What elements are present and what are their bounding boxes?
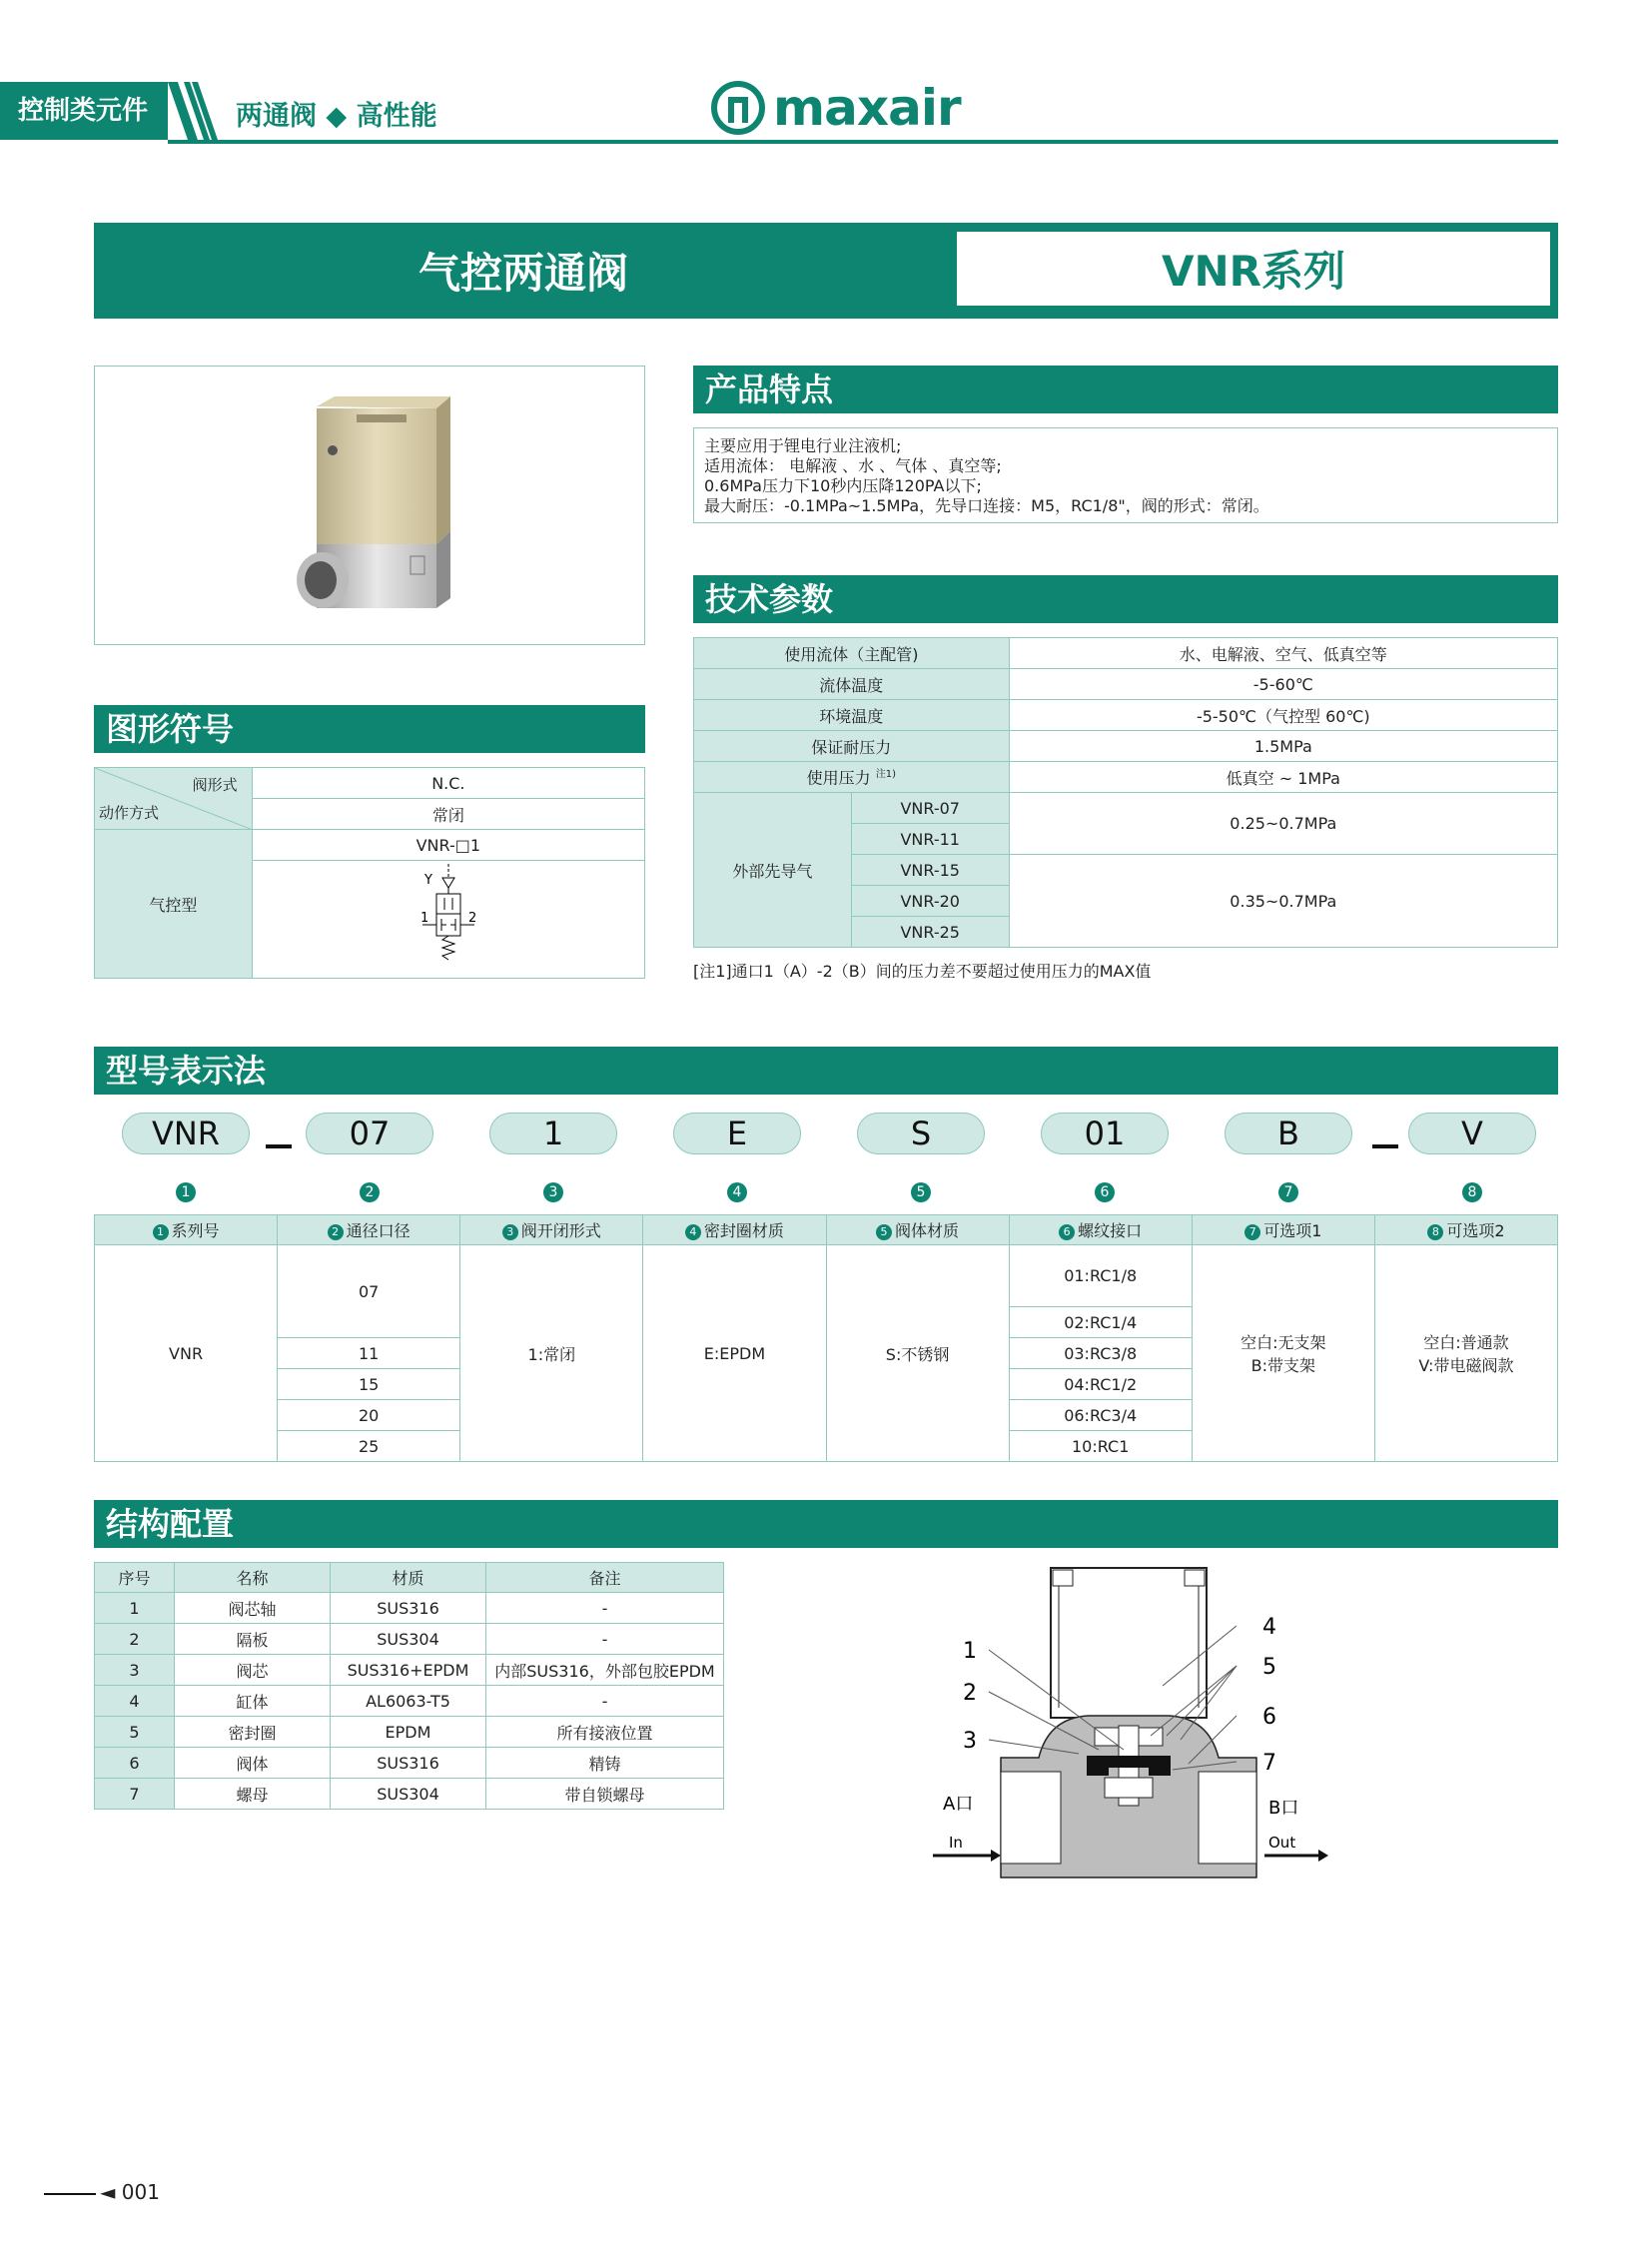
- table-cell: SUS304: [331, 1779, 486, 1810]
- separator-dash: [266, 1144, 292, 1148]
- spec-value: -5-50℃（气控型 60℃): [1009, 700, 1557, 731]
- bore-cell: 11: [278, 1338, 460, 1369]
- svg-text:1: 1: [963, 1639, 977, 1664]
- table-cell: 5: [95, 1717, 175, 1748]
- table-cell: 所有接液位置: [486, 1717, 724, 1748]
- thread-cell: 10:RC1: [1009, 1431, 1192, 1462]
- bore-cell: 15: [278, 1369, 460, 1400]
- model-code-header-row: [95, 1215, 1558, 1245]
- code-column-label: 系列号: [171, 1221, 220, 1240]
- table-cell: 2: [95, 1624, 175, 1655]
- spec-label: 使用压力 $^{注1)}$: [694, 762, 1010, 793]
- model-code-number: 8: [1462, 1182, 1482, 1202]
- feature-line: 最大耐压：-0.1MPa~1.5MPa，先导口连接：M5，RC1/8"，阀的形式：常闭。: [704, 496, 1269, 515]
- spec-label: 流体温度: [694, 669, 1010, 700]
- code-column-label: 可选项2: [1446, 1221, 1505, 1240]
- table-cell: 密封圈: [175, 1717, 331, 1748]
- svg-text:4: 4: [1262, 1615, 1276, 1640]
- breadcrumb: 两通阀 ◆ 高性能: [236, 101, 437, 132]
- category-tab: 控制类元件: [0, 82, 168, 140]
- model-code-part: V: [1408, 1113, 1536, 1154]
- table-cell: SUS316: [331, 1593, 486, 1624]
- model-code-number: 2: [360, 1182, 380, 1202]
- code-column-label: 螺纹接口: [1078, 1221, 1143, 1240]
- code-column-number: 8: [1427, 1224, 1443, 1240]
- feature-line: 适用流体： 电解液 、水 、气体 、真空等;: [704, 456, 1002, 475]
- valve-symbol-cell: [252, 861, 644, 979]
- svg-text:A口: A口: [943, 1794, 974, 1815]
- option2-cell: 空白:普通款 V:带电磁阀款: [1374, 1245, 1557, 1462]
- table-row: [95, 1717, 724, 1748]
- table-cell: SUS304: [331, 1624, 486, 1655]
- air-type-cell: 气控型: [95, 830, 253, 979]
- spec-value: 水、电解液、空气、低真空等: [1009, 638, 1557, 669]
- svg-text:3: 3: [963, 1729, 977, 1754]
- thread-cell: 06:RC3/4: [1009, 1400, 1192, 1431]
- code-column-label: 可选项1: [1263, 1221, 1322, 1240]
- separator-dash: [1372, 1144, 1398, 1148]
- model-code-heading: 型号表示法: [94, 1047, 1558, 1095]
- spec-value: 低真空 ~ 1MPa: [1009, 762, 1557, 793]
- code-column-header: [95, 1215, 278, 1245]
- model-cell: VNR-□1: [252, 830, 644, 861]
- valve-symbol-icon: [409, 862, 488, 974]
- body-cell: S:不锈钢: [826, 1245, 1009, 1462]
- code-column-label: 通径口径: [346, 1221, 411, 1240]
- col-header: 材质: [331, 1563, 486, 1593]
- symbol-heading: 图形符号: [94, 705, 645, 753]
- model-code-part: B: [1225, 1113, 1352, 1154]
- spec-value: -5-60℃: [1009, 669, 1557, 700]
- thread-cell: 03:RC3/8: [1009, 1338, 1192, 1369]
- model-code-number: 5: [911, 1182, 931, 1202]
- bore-cell: 25: [278, 1431, 460, 1462]
- table-cell: 阀体: [175, 1748, 331, 1779]
- table-cell: 带自锁螺母: [486, 1779, 724, 1810]
- col-header: 序号: [95, 1563, 175, 1593]
- open-close-cell: 1:常闭: [460, 1245, 643, 1462]
- model-cell: VNR-20: [851, 886, 1009, 917]
- table-row: [95, 1686, 724, 1717]
- bore-cell: 20: [278, 1400, 460, 1431]
- features-heading: 产品特点: [693, 366, 1558, 413]
- thread-cell: 04:RC1/2: [1009, 1369, 1192, 1400]
- col-header: 备注: [486, 1563, 724, 1593]
- series-cell: VNR: [95, 1245, 278, 1462]
- code-column-label: 密封圈材质: [703, 1221, 784, 1240]
- tech-table: [693, 637, 1558, 948]
- pilot-label: 外部先导气: [694, 793, 852, 948]
- symbol-table: [94, 767, 645, 979]
- model-code-part: E: [673, 1113, 801, 1154]
- code-column-header: [1374, 1215, 1557, 1245]
- table-cell: 1: [95, 1593, 175, 1624]
- table-cell: -: [486, 1686, 724, 1717]
- action-label: 动作方式: [99, 804, 160, 822]
- svg-text:Out: Out: [1268, 1834, 1296, 1852]
- valve-type-label: 阀形式: [192, 776, 238, 794]
- code-column-header: [826, 1215, 1009, 1245]
- code-column-label: 阀开闭形式: [520, 1221, 601, 1240]
- table-cell: 阀芯: [175, 1655, 331, 1686]
- table-cell: 3: [95, 1655, 175, 1686]
- code-column-header: [1009, 1215, 1192, 1245]
- model-code-number: 6: [1095, 1182, 1115, 1202]
- table-cell: 6: [95, 1748, 175, 1779]
- structure-heading: 结构配置: [94, 1500, 1558, 1548]
- spec-label: 环境温度: [694, 700, 1010, 731]
- brand-logo: [711, 78, 961, 138]
- model-code-number: 1: [176, 1182, 196, 1202]
- table-row: [95, 1655, 724, 1686]
- svg-text:2: 2: [467, 910, 477, 926]
- spec-label: 保证耐压力: [694, 731, 1010, 762]
- corner-cell: [95, 768, 253, 830]
- table-cell: 阀芯轴: [175, 1593, 331, 1624]
- model-code-part: 01: [1041, 1113, 1169, 1154]
- table-row: [95, 1748, 724, 1779]
- seal-cell: E:EPDM: [643, 1245, 826, 1462]
- tech-heading: 技术参数: [693, 575, 1558, 623]
- model-code-table: [94, 1214, 1558, 1462]
- spec-label: 使用流体（主配管): [694, 638, 1010, 669]
- model-cell: VNR-11: [851, 824, 1009, 855]
- page-number: ◄ 001: [100, 2180, 160, 2204]
- svg-text:5: 5: [1262, 1655, 1276, 1680]
- code-column-header: [1192, 1215, 1374, 1245]
- page-title: 气控两通阀: [417, 249, 628, 298]
- svg-text:In: In: [949, 1834, 963, 1852]
- table-cell: 精铸: [486, 1748, 724, 1779]
- product-image-box: [94, 366, 645, 645]
- feature-line: 0.6MPa压力下10秒内压降120PA以下;: [704, 476, 982, 495]
- table-row: [95, 1593, 724, 1624]
- thread-cell: 02:RC1/4: [1009, 1307, 1192, 1338]
- model-code-number: 4: [727, 1182, 747, 1202]
- model-code-part: 07: [306, 1113, 433, 1154]
- nc-cell: N.C.: [252, 768, 644, 799]
- spec-value: 1.5MPa: [1009, 731, 1557, 762]
- table-cell: 螺母: [175, 1779, 331, 1810]
- feature-line: 主要应用于锂电行业注液机;: [704, 436, 902, 455]
- code-column-header: [278, 1215, 460, 1245]
- svg-text:2: 2: [963, 1681, 977, 1706]
- structure-rows: [95, 1593, 724, 1810]
- code-column-number: 2: [328, 1224, 344, 1240]
- table-cell: 内部SUS316，外部包胶EPDM: [486, 1655, 724, 1686]
- table-cell: 隔板: [175, 1624, 331, 1655]
- table-cell: 缸体: [175, 1686, 331, 1717]
- logo-text: maxair: [773, 79, 961, 137]
- table-cell: -: [486, 1593, 724, 1624]
- tech-footnote: [注1]通口1（A）-2（B）间的压力差不要超过使用压力的MAX值: [693, 962, 1152, 981]
- svg-text:7: 7: [1262, 1751, 1276, 1776]
- svg-text:B口: B口: [1268, 1798, 1299, 1819]
- model-code-part: 1: [489, 1113, 617, 1154]
- header-rule: [168, 140, 1558, 144]
- series-title: VNR系列: [957, 232, 1550, 306]
- footer-rule: [44, 2193, 96, 2195]
- svg-text:1: 1: [419, 910, 429, 926]
- logo-mark-icon: [711, 81, 765, 135]
- table-cell: 4: [95, 1686, 175, 1717]
- code-column-number: 1: [153, 1224, 169, 1240]
- option1-cell: 空白:无支架 B:带支架: [1192, 1245, 1374, 1462]
- pilot-value: 0.25~0.7MPa: [1009, 793, 1557, 855]
- col-header: 名称: [175, 1563, 331, 1593]
- table-cell: EPDM: [331, 1717, 486, 1748]
- table-cell: -: [486, 1624, 724, 1655]
- nc-cn-cell: 常闭: [252, 799, 644, 830]
- table-cell: SUS316: [331, 1748, 486, 1779]
- model-code-part: VNR: [122, 1113, 250, 1154]
- valve-product-photo: [95, 367, 644, 644]
- structure-table: [94, 1562, 724, 1810]
- bore-cell: 07: [278, 1245, 460, 1338]
- model-cell: VNR-25: [851, 917, 1009, 948]
- code-column-number: 7: [1244, 1224, 1260, 1240]
- slash-decoration: [168, 82, 220, 140]
- features-list: [693, 427, 1558, 523]
- valve-cross-section-diagram: [919, 1558, 1338, 1887]
- table-row: [95, 1779, 724, 1810]
- table-cell: SUS316+EPDM: [331, 1655, 486, 1686]
- model-cell: VNR-15: [851, 855, 1009, 886]
- table-cell: 7: [95, 1779, 175, 1810]
- model-code-number: 7: [1278, 1182, 1298, 1202]
- pilot-value: 0.35~0.7MPa: [1009, 855, 1557, 948]
- code-column-number: 3: [502, 1224, 518, 1240]
- code-column-label: 阀体材质: [895, 1221, 960, 1240]
- code-column-header: [643, 1215, 826, 1245]
- code-column-number: 4: [685, 1224, 701, 1240]
- thread-cell: 01:RC1/8: [1009, 1245, 1192, 1307]
- code-column-number: 6: [1059, 1224, 1075, 1240]
- code-column-header: [460, 1215, 643, 1245]
- model-code-number: 3: [543, 1182, 563, 1202]
- table-row: [95, 1624, 724, 1655]
- model-cell: VNR-07: [851, 793, 1009, 824]
- svg-text:Y: Y: [423, 872, 432, 888]
- model-code-part: S: [857, 1113, 985, 1154]
- svg-text:6: 6: [1262, 1705, 1276, 1730]
- code-column-number: 5: [876, 1224, 892, 1240]
- table-cell: AL6063-T5: [331, 1686, 486, 1717]
